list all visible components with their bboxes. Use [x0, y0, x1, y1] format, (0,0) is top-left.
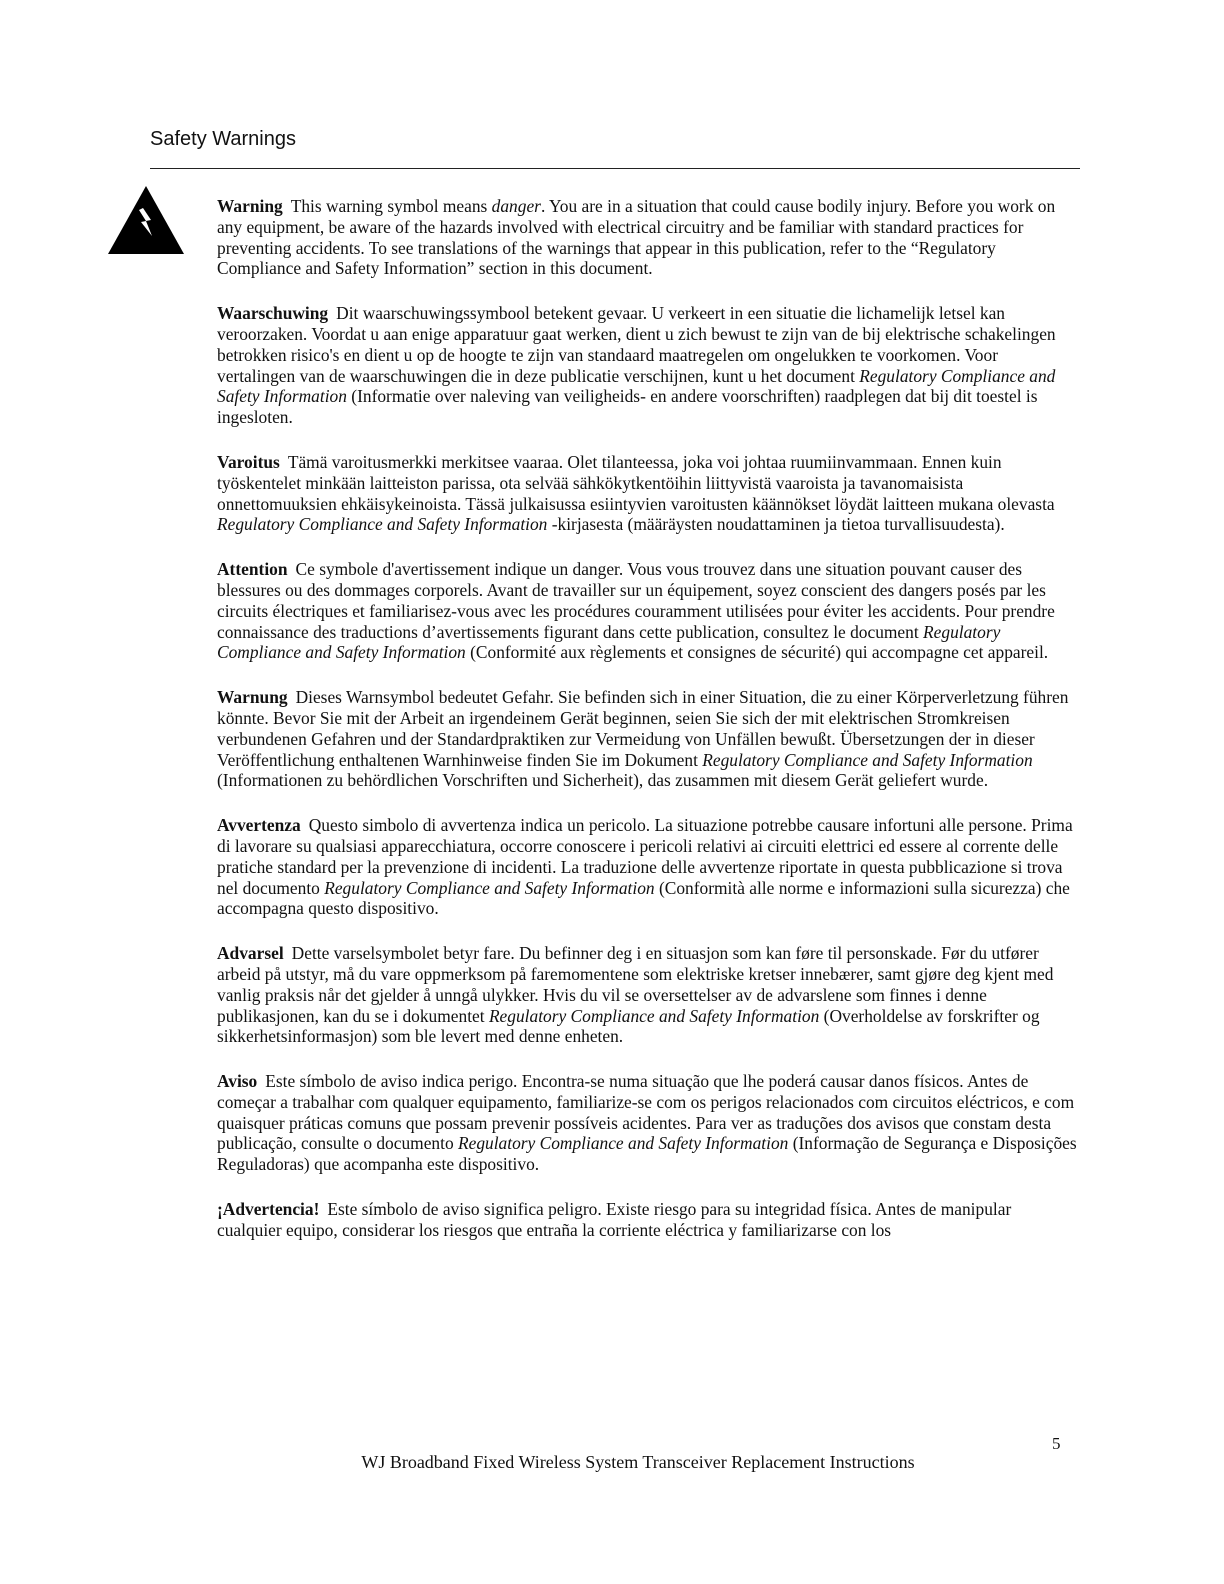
warning-paragraph: [217, 687, 1079, 791]
warning-text: Questo simbolo di avvertenza indica un pericolo. La situazione potrebbe causare infortuni alle persone. Prima di lavorare su qualsiasi apparecchiatura, occorre conoscere i pericoli relativi ai circuiti elettrici ed essere al corrente delle pratiche standard per la prevenzione di incidenti. La traduzione delle avvertenze riportate in questa pubblicazione si trova nel documento: [217, 815, 1073, 898]
warning-paragraph: [217, 943, 1079, 1047]
warning-triangle-lightning-icon: [108, 186, 184, 254]
warning-text: (Informatie over naleving van veiligheids- en andere voorschriften) raadplegen dat bij dit toestel is ingesloten.: [217, 386, 1038, 428]
warning-language-label: Aviso: [217, 1071, 258, 1092]
warning-text: (Conformità alle norme e informazioni sulla sicurezza) che accompagna questo dispositivo.: [217, 877, 1070, 919]
warning-text: . You are in a situation that could cause bodily injury. Before you work on any equipment, be aware of the hazards involved with electrical circuitry and be familiar with standard practices for preventing accidents. To see translations of the warnings that appear in this publication, refer to the “Regulatory Compliance and Safety Information” section in this document.: [217, 196, 1056, 279]
warning-paragraph: [217, 1071, 1079, 1175]
warning-text: Este símbolo de aviso significa peligro. Existe riesgo para su integridad física. Antes de manipular cualquier equipo, considerar los riesgos que entraña la corriente eléctrica y familiarizarse con los: [217, 1199, 1012, 1240]
warning-language-label: Warning: [217, 196, 283, 216]
section-title: Safety Warnings: [150, 128, 296, 150]
warning-text: (Informação de Segurança e Disposições Reguladoras) que acompanha este dispositivo.: [217, 1133, 1077, 1175]
warning-text: Este símbolo de aviso indica perigo. Encontra-se numa situação que lhe poderá causar danos físicos. Antes de começar a trabalhar com qualquer equipamento, familiarize-se com os perigos relacionados com circuitos eléctricos, e com quaisquer práticas comuns que possam prevenir possíveis acidentes. Para ver as traduções dos avisos que constam desta publicação, consulte o documento: [217, 1071, 1075, 1154]
warning-language-label: Warnung: [217, 687, 288, 708]
page-number: 5: [1052, 1434, 1061, 1453]
warning-text: -kirjasesta (määräysten noudattaminen ja tietoa turvallisuudesta).: [547, 514, 1005, 535]
warning-language-label: Waarschuwing: [217, 303, 329, 324]
warning-language-label: Attention: [217, 559, 288, 580]
document-reference: Regulatory Compliance and Safety Information: [324, 877, 655, 898]
warning-text: (Overholdelse av forskrifter og sikkerhetsinformasjon) som ble levert med denne enheten.: [217, 1005, 1040, 1047]
warning-text: Dette varselsymbolet betyr fare. Du befinner deg i en situasjon som kan føre til personskade. Før du utfører arbeid på utstyr, må du vare oppmerksom på faremomentene som elektriske kretser innebærer, samt gjøre deg kjent med vanlig praksis når det gjelder å unngå ulykker. Hvis du vil se oversettelser av de advarslene som finnes i denne publikasjonen, kan du se i dokumentet: [217, 943, 1054, 1026]
warning-language-label: Advarsel: [217, 943, 284, 964]
document-reference: Regulatory Compliance and Safety Information: [217, 621, 1001, 663]
document-reference: Regulatory Compliance and Safety Information: [488, 1005, 820, 1026]
warning-text: (Informationen zu behördlichen Vorschriften und Sicherheit), das zusammen mit diesem Gerät geliefert wurde.: [217, 770, 989, 791]
warning-language-label: ¡Advertencia!: [217, 1199, 320, 1220]
footer-document-title: WJ Broadband Fixed Wireless System Transceiver Replacement Instructions: [361, 1452, 915, 1472]
document-reference: Regulatory Compliance and Safety Information: [702, 749, 1033, 770]
warning-paragraph: [217, 196, 1079, 279]
warning-language-label: Avvertenza: [217, 815, 301, 836]
warning-paragraph: [217, 559, 1079, 663]
warning-paragraph: [217, 452, 1079, 535]
warning-text: Tämä varoitusmerkki merkitsee vaaraa. Olet tilanteessa, joka voi johtaa ruumiinvammaan. Ennen kuin työskentelet minkään laitteiston parissa, ota selvää sähkökytkentöihin liittyvistä vaaroista ja tavanomaisista onnettomuuksien ehkäisykeinoista. Tässä julkaisussa esiintyvien varoitusten käännökset löydät laitteen mukana olevasta: [217, 451, 1055, 514]
warning-text: Dit waarschuwingssymbool betekent gevaar. U verkeert in een situatie die lichamelijk letsel kan veroorzaken. Voordat u aan enige apparatuur gaat werken, dient u zich bewust te zijn van de bij elektrische schakelingen betrokken risico's en dient u op de hoogte te zijn van standaard maatregelen om ongelukken te voorkomen. Voor vertalingen van de waarschuwingen die in deze publicatie verschijnen, kunt u het document: [217, 303, 1056, 386]
warning-paragraph: [217, 1199, 1079, 1241]
warning-text: (Conformité aux règlements et consignes de sécurité) qui accompagne cet appareil.: [465, 642, 1049, 663]
warning-text: Dieses Warnsymbol bedeutet Gefahr. Sie befinden sich in einer Situation, die zu einer Körperverletzung führen könnte. Bevor Sie mit der Arbeit an irgendeinem Gerät beginnen, seien Sie sich der mit elektrischen Stromkreisen verbundenen Gefahren und der Standardpraktiken zur Vermeidung von Unfällen bewußt. Übersetzungen der in dieser Veröffentlichung enthaltenen Warnhinweise finden Sie im Dokument: [217, 687, 1069, 770]
document-reference: Regulatory Compliance and Safety Information: [217, 514, 548, 535]
warnings-body: [217, 196, 1079, 1265]
title-divider: [150, 168, 1080, 169]
document-reference: Regulatory Compliance and Safety Information: [457, 1133, 789, 1154]
document-reference: danger: [491, 196, 541, 216]
warning-language-label: Varoitus: [217, 451, 280, 472]
warning-paragraph: [217, 303, 1079, 428]
warning-paragraph: [217, 815, 1079, 919]
warning-text: This warning symbol means: [290, 196, 492, 216]
warning-text: Ce symbole d'avertissement indique un danger. Vous vous trouvez dans une situation pouvant causer des blessures ou des dommages corporels. Avant de travailler sur un équipement, soyez conscient des dangers posés par les circuits électriques et familiarisez-vous avec les procédures couramment utilisées pour éviter les accidents. Pour prendre connaissance des traductions d’avertissements figurant dans cette publication, consultez le document: [217, 559, 1055, 642]
document-reference: Regulatory Compliance and Safety Information: [217, 365, 1056, 407]
